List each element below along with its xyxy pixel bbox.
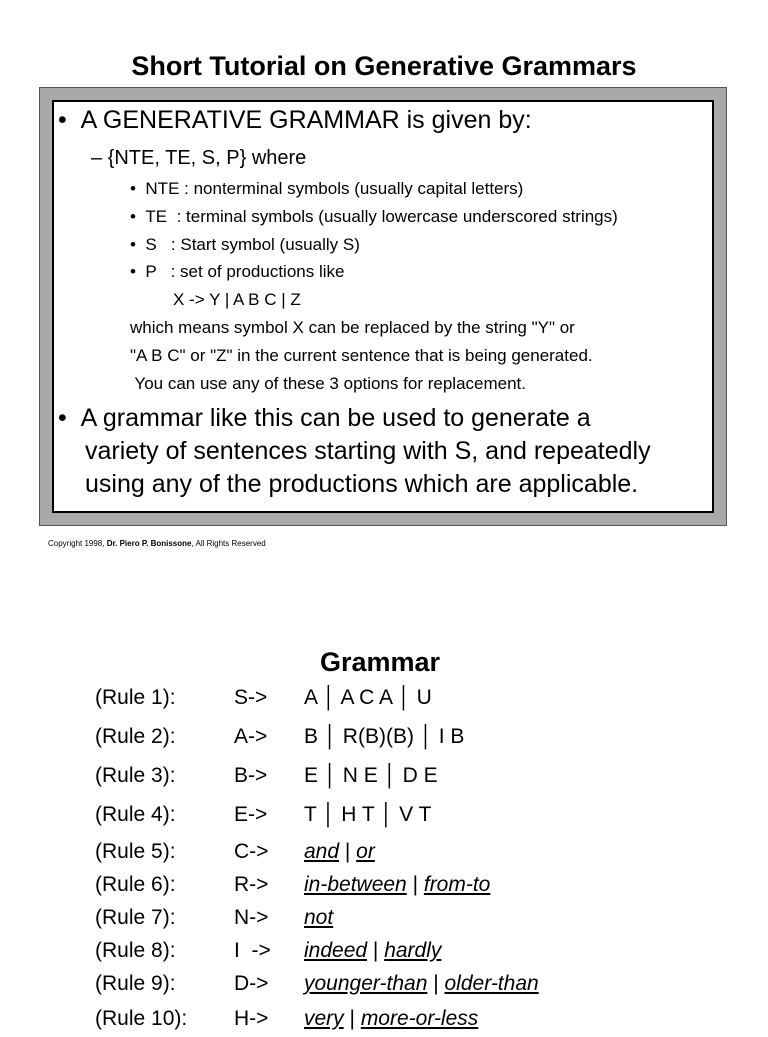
terminal-term: hardly [384, 939, 442, 962]
rule-label: (Rule 9): [95, 972, 176, 995]
grammar-rule-row [0, 686, 768, 716]
rule-lhs: R-> [234, 873, 269, 896]
rule-label: (Rule 10): [95, 1007, 188, 1030]
rule-rhs: B │ R(B)(B) │ I B [304, 725, 465, 748]
rule-lhs: C-> [234, 840, 269, 863]
rule-label: (Rule 1): [95, 686, 176, 709]
grammar-rule-row [0, 764, 768, 794]
bullet-dot: • [130, 207, 146, 226]
production-example: X -> Y | A B C | Z [173, 290, 301, 309]
rule-lhs: H-> [234, 1007, 269, 1030]
item-text: NTE : nonterminal symbols (usually capital letters) [145, 179, 524, 198]
item-nte [130, 179, 523, 199]
bullet-2 [58, 404, 591, 433]
grammar-rule-row [0, 840, 768, 870]
rule-label: (Rule 3): [95, 764, 176, 787]
rule-lhs: S-> [234, 686, 268, 709]
content-frame [39, 87, 727, 526]
terminal-term: from-to [423, 873, 491, 896]
grammar-title: Grammar [319, 647, 441, 677]
copyright-author: Dr. Piero P. Bonissone [106, 539, 192, 548]
rule-lhs: I -> [234, 939, 271, 962]
grammar-rule-row [0, 972, 768, 1002]
rule-lhs: D-> [234, 972, 269, 995]
sub-bullet-1 [91, 147, 306, 170]
bullet-dot: • [58, 106, 81, 134]
rule-label: (Rule 5): [95, 840, 176, 863]
copyright-notice [48, 539, 266, 548]
terminal-term: not [304, 906, 334, 929]
grammar-rule-row [0, 1007, 768, 1037]
rule-label: (Rule 2): [95, 725, 176, 748]
bullet-1 [58, 106, 532, 135]
terminal-term: or [356, 840, 375, 863]
grammar-rule-row [0, 803, 768, 833]
terminal-term: in-between [304, 873, 407, 896]
terminal-term: older-than [444, 972, 539, 995]
dash-marker: – [91, 147, 108, 169]
rule-rhs: E │ N E │ D E [304, 764, 438, 787]
item-text: S : Start symbol (usually S) [145, 235, 360, 254]
explanation-line: "A B C" or "Z" in the current sentence that is being generated. [130, 346, 593, 365]
rule-rhs: A │ A C A │ U [304, 686, 432, 709]
rule-rhs [304, 873, 490, 897]
rule-rhs [304, 939, 441, 963]
grammar-rule-row [0, 939, 768, 969]
terminal-term: very [304, 1007, 344, 1030]
grammar-rule-row [0, 725, 768, 755]
rule-label: (Rule 4): [95, 803, 176, 826]
bullet-1-text: A GENERATIVE GRAMMAR is given by: [80, 106, 532, 134]
bullet-dot: • [58, 404, 81, 432]
bullet-2-text: A grammar like this can be used to generate a [80, 404, 591, 432]
content-box [52, 100, 714, 513]
terminal-term: younger-than [304, 972, 428, 995]
terminal-term: and [304, 840, 340, 863]
rule-label: (Rule 8): [95, 939, 176, 962]
alternative-separator: | [406, 873, 424, 896]
bullet-dot: • [130, 179, 146, 198]
bullet-2-continued: variety of sentences starting with S, and repeatedly [85, 437, 651, 465]
item-text: TE : terminal symbols (usually lowercase underscored strings) [145, 207, 618, 226]
item-s [130, 235, 360, 255]
rule-label: (Rule 6): [95, 873, 176, 896]
sub-bullet-1-text: {NTE, TE, S, P} where [107, 147, 307, 169]
grammar-rule-row [0, 906, 768, 936]
grammar-rule-row [0, 873, 768, 903]
bullet-dot: • [130, 262, 146, 281]
copyright-suffix: , All Rights Reserved [191, 539, 266, 548]
rule-rhs: T │ H T │ V T [304, 803, 432, 826]
alternative-separator: | [427, 972, 445, 995]
alternative-separator: | [339, 840, 357, 863]
alternative-separator: | [367, 939, 385, 962]
rule-rhs [304, 1007, 478, 1031]
rule-rhs [304, 840, 375, 864]
explanation-line: which means symbol X can be replaced by the string "Y" or [130, 318, 575, 337]
copyright-prefix: Copyright 1998, [48, 539, 107, 548]
item-p [130, 262, 344, 282]
explanation-line: You can use any of these 3 options for replacement. [130, 374, 526, 393]
rule-lhs: B-> [234, 764, 268, 787]
bullet-2-continued: using any of the productions which are applicable. [85, 470, 639, 498]
terminal-term: indeed [304, 939, 368, 962]
bullet-dot: • [130, 235, 146, 254]
rule-lhs: A-> [234, 725, 268, 748]
item-text: P : set of productions like [145, 262, 345, 281]
alternative-separator: | [343, 1007, 361, 1030]
item-te [130, 207, 618, 227]
slide-title: Short Tutorial on Generative Grammars [131, 51, 637, 81]
rule-rhs [304, 972, 539, 996]
terminal-term: more-or-less [360, 1007, 479, 1030]
rule-lhs: E-> [234, 803, 268, 826]
rule-lhs: N-> [234, 906, 269, 929]
rule-label: (Rule 7): [95, 906, 176, 929]
rule-rhs [304, 906, 333, 930]
